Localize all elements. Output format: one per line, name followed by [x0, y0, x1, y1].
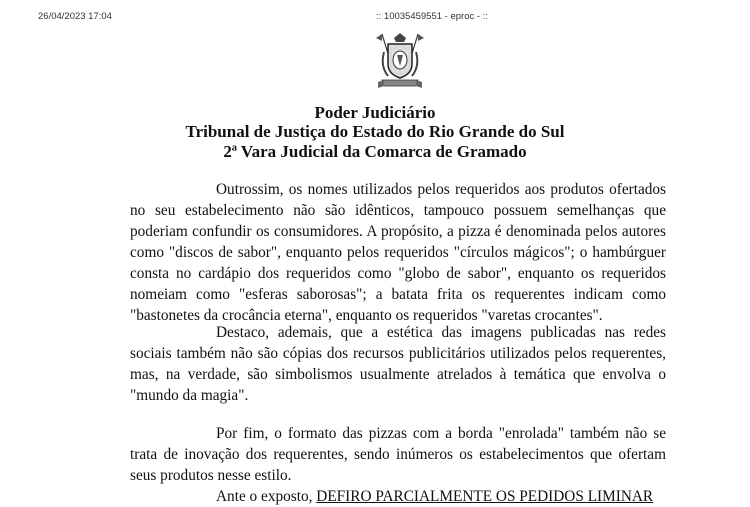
decision-prefix: Ante o exposto, [216, 488, 317, 505]
process-number: :: 10035459551 - eproc - :: [376, 11, 488, 22]
document-date: 26/04/2023 17:04 [38, 11, 112, 22]
decision-underlined: DEFIRO PARCIALMENTE OS PEDIDOS LIMINAR [316, 488, 654, 505]
paragraph-decision [130, 486, 666, 507]
paragraph-names: Outrossim, os nomes utilizados pelos requeridos aos produtos ofertados no seu estabelecimento não são idênticos, tampouco possuem semelhanças que poderiam confundir os consumidores. A propósito, a pizza é denominada pelos autores como "discos de sabor", enquanto pelos requeridos "círculos mágicos"; o hambúrguer consta no cardápio dos requeridos como "globo de sabor", enquanto os requeridos nomeiam como "esferas saborosas"; a batata frita os requerentes indicam como "bastonetes da crocância eterna", enquanto os requeridos "varetas crocantes". [130, 181, 666, 324]
court-line-judiciary: Poder Judiciário [314, 103, 436, 122]
paragraph-aesthetics: Destaco, ademais, que a estética das imagens publicadas nas redes sociais também não são cópias dos recursos publicitários utilizados pelos requerentes, mas, na verdade, são simbolismos usualmente atrelados à temática que envolva o "mundo da magia". [130, 324, 666, 404]
court-line-tribunal: Tribunal de Justiça do Estado do Rio Grande do Sul [185, 122, 565, 141]
court-line-vara: 2ª Vara Judicial da Comarca de Gramado [223, 142, 527, 161]
paragraph-pizza-format: Por fim, o formato das pizzas com a borda "enrolada" também não se trata de inovação dos requerentes, sendo inúmeros os estabelecimentos que ofertam seus produtos nesse estilo. [130, 425, 666, 484]
coat-of-arms-icon [374, 30, 426, 92]
